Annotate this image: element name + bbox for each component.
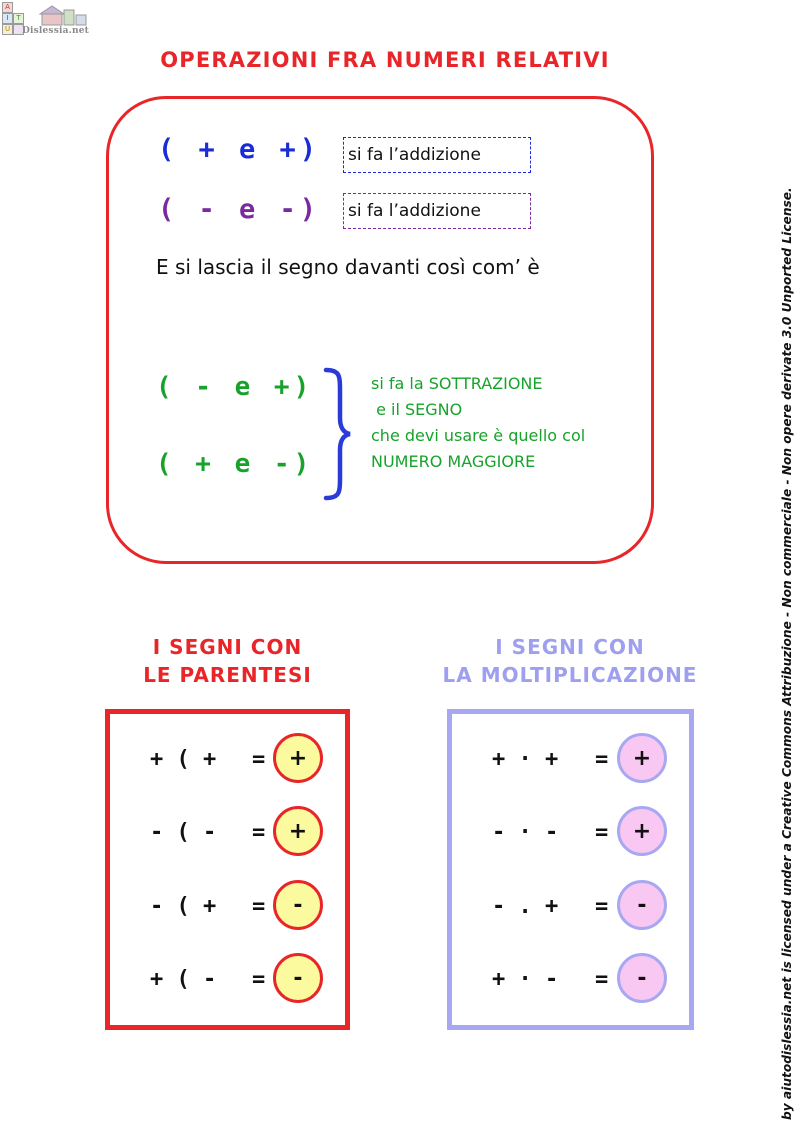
parentheses-row	[110, 732, 345, 788]
multiplication-title-line: LA MOLTIPLICAZIONE	[442, 663, 698, 687]
parentheses-row	[110, 805, 345, 861]
parentheses-title-line: I SEGNI CON	[152, 635, 303, 659]
equals-sign: =	[595, 894, 609, 919]
rule-expression: + · +	[492, 747, 559, 772]
result-circle: -	[617, 880, 667, 930]
page-title: OPERAZIONI FRA NUMERI RELATIVI	[160, 48, 610, 72]
equals-sign: =	[595, 747, 609, 772]
pair-plus-minus: ( + e -)	[156, 449, 314, 479]
curly-brace-icon	[318, 366, 352, 502]
equals-sign: =	[252, 894, 266, 919]
site-logo	[0, 0, 90, 38]
rule-expression: + · -	[492, 967, 559, 992]
logo-text: Dislessia.net	[22, 26, 89, 36]
result-circle: -	[273, 880, 323, 930]
pair-plus-plus: ( + e +)	[158, 134, 321, 165]
subtraction-note-line: si fa la SOTTRAZIONE	[371, 374, 543, 393]
subtraction-note	[371, 371, 585, 475]
multiplication-row	[452, 732, 689, 788]
parentheses-row	[110, 952, 345, 1008]
rule-expression: - . +	[492, 894, 559, 919]
house-icon	[38, 4, 88, 26]
result-circle: +	[617, 806, 667, 856]
logo-block: I	[2, 13, 13, 24]
sign-rule-text: E si lascia il segno davanti così com’ è	[156, 255, 540, 279]
rule-expression: - ( -	[150, 820, 217, 845]
subtraction-note-line: NUMERO MAGGIORE	[371, 452, 536, 471]
multiplication-row	[452, 952, 689, 1008]
rule-expression: + ( +	[150, 747, 217, 772]
rule-expression: + ( -	[150, 967, 217, 992]
subtraction-note-line: che devi usare è quello col	[371, 426, 586, 445]
result-circle: +	[273, 733, 323, 783]
result-circle: +	[617, 733, 667, 783]
logo-block: A	[2, 2, 13, 13]
addition-note-1: si fa l’addizione	[343, 137, 531, 173]
parentheses-box	[105, 709, 350, 1030]
equals-sign: =	[595, 967, 609, 992]
rule-expression: - · -	[492, 820, 559, 845]
multiplication-title	[410, 633, 730, 689]
parentheses-title	[105, 633, 350, 689]
result-circle: -	[273, 953, 323, 1003]
result-circle: -	[617, 953, 667, 1003]
license-notice	[770, 187, 810, 1120]
multiplication-box	[447, 709, 694, 1030]
multiplication-row	[452, 879, 689, 935]
pair-minus-plus: ( - e +)	[156, 372, 314, 402]
logo-block: T	[13, 13, 24, 24]
addition-note-2: si fa l’addizione	[343, 193, 531, 229]
parentheses-row	[110, 879, 345, 935]
equals-sign: =	[252, 747, 266, 772]
equals-sign: =	[595, 820, 609, 845]
pair-minus-minus: ( - e -)	[158, 194, 321, 225]
rule-expression: - ( +	[150, 894, 217, 919]
license-text: by aiutodislessia.net is licensed under a Creative Commons Attribuzione - Non commerciale - Non opere derivate 3.0 Unported License.	[780, 187, 794, 1120]
parentheses-title-line: LE PARENTESI	[143, 663, 312, 687]
logo-block: U	[2, 24, 13, 35]
multiplication-title-line: I SEGNI CON	[495, 635, 645, 659]
subtraction-note-line: e il SEGNO	[371, 400, 463, 419]
multiplication-row	[452, 805, 689, 861]
equals-sign: =	[252, 967, 266, 992]
result-circle: +	[273, 806, 323, 856]
equals-sign: =	[252, 820, 266, 845]
